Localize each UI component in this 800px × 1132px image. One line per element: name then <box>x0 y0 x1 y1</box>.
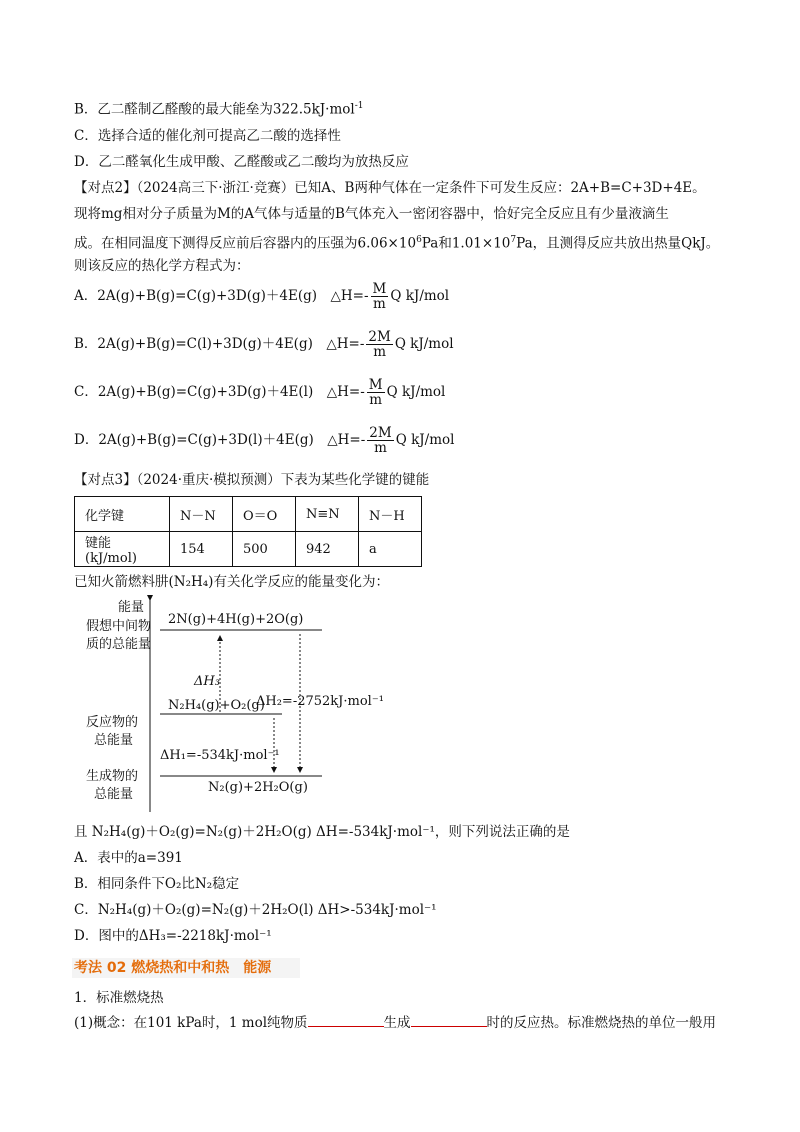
table-cell: a <box>359 532 422 567</box>
answer-option: B．2A(g)+B(g)=C(l)+3D(g)＋4E(g) △H=- $\frac{2M}{m}$ Q kJ/mol <box>74 329 454 360</box>
dh3-label: ΔH₃ <box>194 674 220 689</box>
label-reactants: 总能量 <box>94 733 134 748</box>
y-axis-label: 能量 <box>118 600 145 615</box>
answer-option: D．2A(g)+B(g)=C(g)+3D(l)＋4E(g) △H=- $\frac{2M}{m}$ Q kJ/mol <box>74 425 455 456</box>
table-row <box>75 532 422 567</box>
question-2-text: 现将mg相对分子质量为M的A气体与适量的B气体充入一密闭容器中，恰好完全反应且有少量液滴生 <box>74 206 669 222</box>
label-intermediate: 假想中间物 <box>86 619 152 634</box>
fill-blank[interactable] <box>308 1012 384 1027</box>
species-reactants: N₂H₄(g)+O₂(g) <box>168 698 265 713</box>
species-products: N₂(g)+2H₂O(g) <box>208 780 308 795</box>
answer-option: B．相同条件下O₂比N₂稳定 <box>74 876 240 892</box>
option-c-line: C．选择合适的催化剂可提高乙二酸的选择性 <box>74 128 341 144</box>
answer-option: C．2A(g)+B(g)=C(g)+3D(g)＋4E(l) △H=- $\frac{M}{m}$ Q kJ/mol <box>74 377 446 408</box>
label-products: 总能量 <box>94 787 134 802</box>
table-cell: N－N <box>170 497 233 532</box>
species-intermediate: 2N(g)+4H(g)+2O(g) <box>168 612 304 627</box>
label-reactants: 反应物的 <box>86 715 139 730</box>
answer-option: A．表中的a=391 <box>74 850 183 866</box>
label-intermediate: 质的总能量 <box>86 637 152 652</box>
option-b-line: B．乙二醛制乙醛酸的最大能垒为322.5kJ·mol$^{-1}$ <box>74 101 364 118</box>
question-2-pressure: 成。在相同温度下测得反应前后容器内的压强为$6.06\times 10^6Pa$和$1.01\times 10^7Pa$，且测得反应共放出热量QkJ。 <box>74 235 720 252</box>
label-products: 生成物的 <box>86 769 139 784</box>
concept-line: (1)概念：在101 kPa时，1 mol纯物质 生成 时的反应热。标准燃烧热的单位一般用 <box>74 1012 716 1033</box>
answer-option: A．2A(g)+B(g)=C(g)+3D(g)＋4E(g) △H=- $\frac{M}{m}$ Q kJ/mol <box>74 281 450 312</box>
subsection-title: 1．标准燃烧热 <box>74 990 164 1006</box>
diagram-intro: 已知火箭燃料肼(N₂H₄)有关化学反应的能量变化为： <box>74 574 389 590</box>
table-row <box>75 497 422 532</box>
question-2-stem: 【对点2】（2024高三下·浙江·竞赛）已知A、B两种气体在一定条件下可发生反应：2A+B=C+3D+4E。 <box>74 180 706 196</box>
table-cell: 154 <box>170 532 233 567</box>
question-2-prompt: 则该反应的热化学方程式为： <box>74 258 250 274</box>
answer-option: D．图中的ΔH₃=-2218kJ·mol⁻¹ <box>74 928 272 944</box>
table-cell: N－H <box>359 497 422 532</box>
table-cell: 化学键 <box>75 497 170 532</box>
table-cell: 500 <box>233 532 296 567</box>
table-cell: 键能(kJ/mol) <box>75 532 170 567</box>
energy-diagram <box>70 590 430 820</box>
table-cell: N≡N <box>296 497 359 532</box>
option-d-line: D．乙二醛氧化生成甲酸、乙醛酸或乙二酸均为放热反应 <box>74 154 409 170</box>
dh2-label: ΔH₂=-2752kJ·mol⁻¹ <box>256 694 384 709</box>
fill-blank[interactable] <box>411 1012 487 1027</box>
table-cell: 942 <box>296 532 359 567</box>
bond-energy-table <box>74 496 422 567</box>
table-cell: O＝O <box>233 497 296 532</box>
dh1-label: ΔH₁=-534kJ·mol⁻¹ <box>160 748 280 763</box>
answer-option: C．N₂H₄(g)＋O₂(g)=N₂(g)＋2H₂O(l) ΔH>-534kJ·mol⁻¹ <box>74 902 437 918</box>
question-3-stem: 【对点3】（2024·重庆·模拟预测）下表为某些化学键的键能 <box>74 472 430 488</box>
section-heading: 考法 02 燃烧热和中和热 能源 <box>72 958 300 978</box>
question-3-given: 且 N₂H₄(g)＋O₂(g)=N₂(g)＋2H₂O(g) ΔH=-534kJ·mol⁻¹，则下列说法正确的是 <box>74 824 570 840</box>
